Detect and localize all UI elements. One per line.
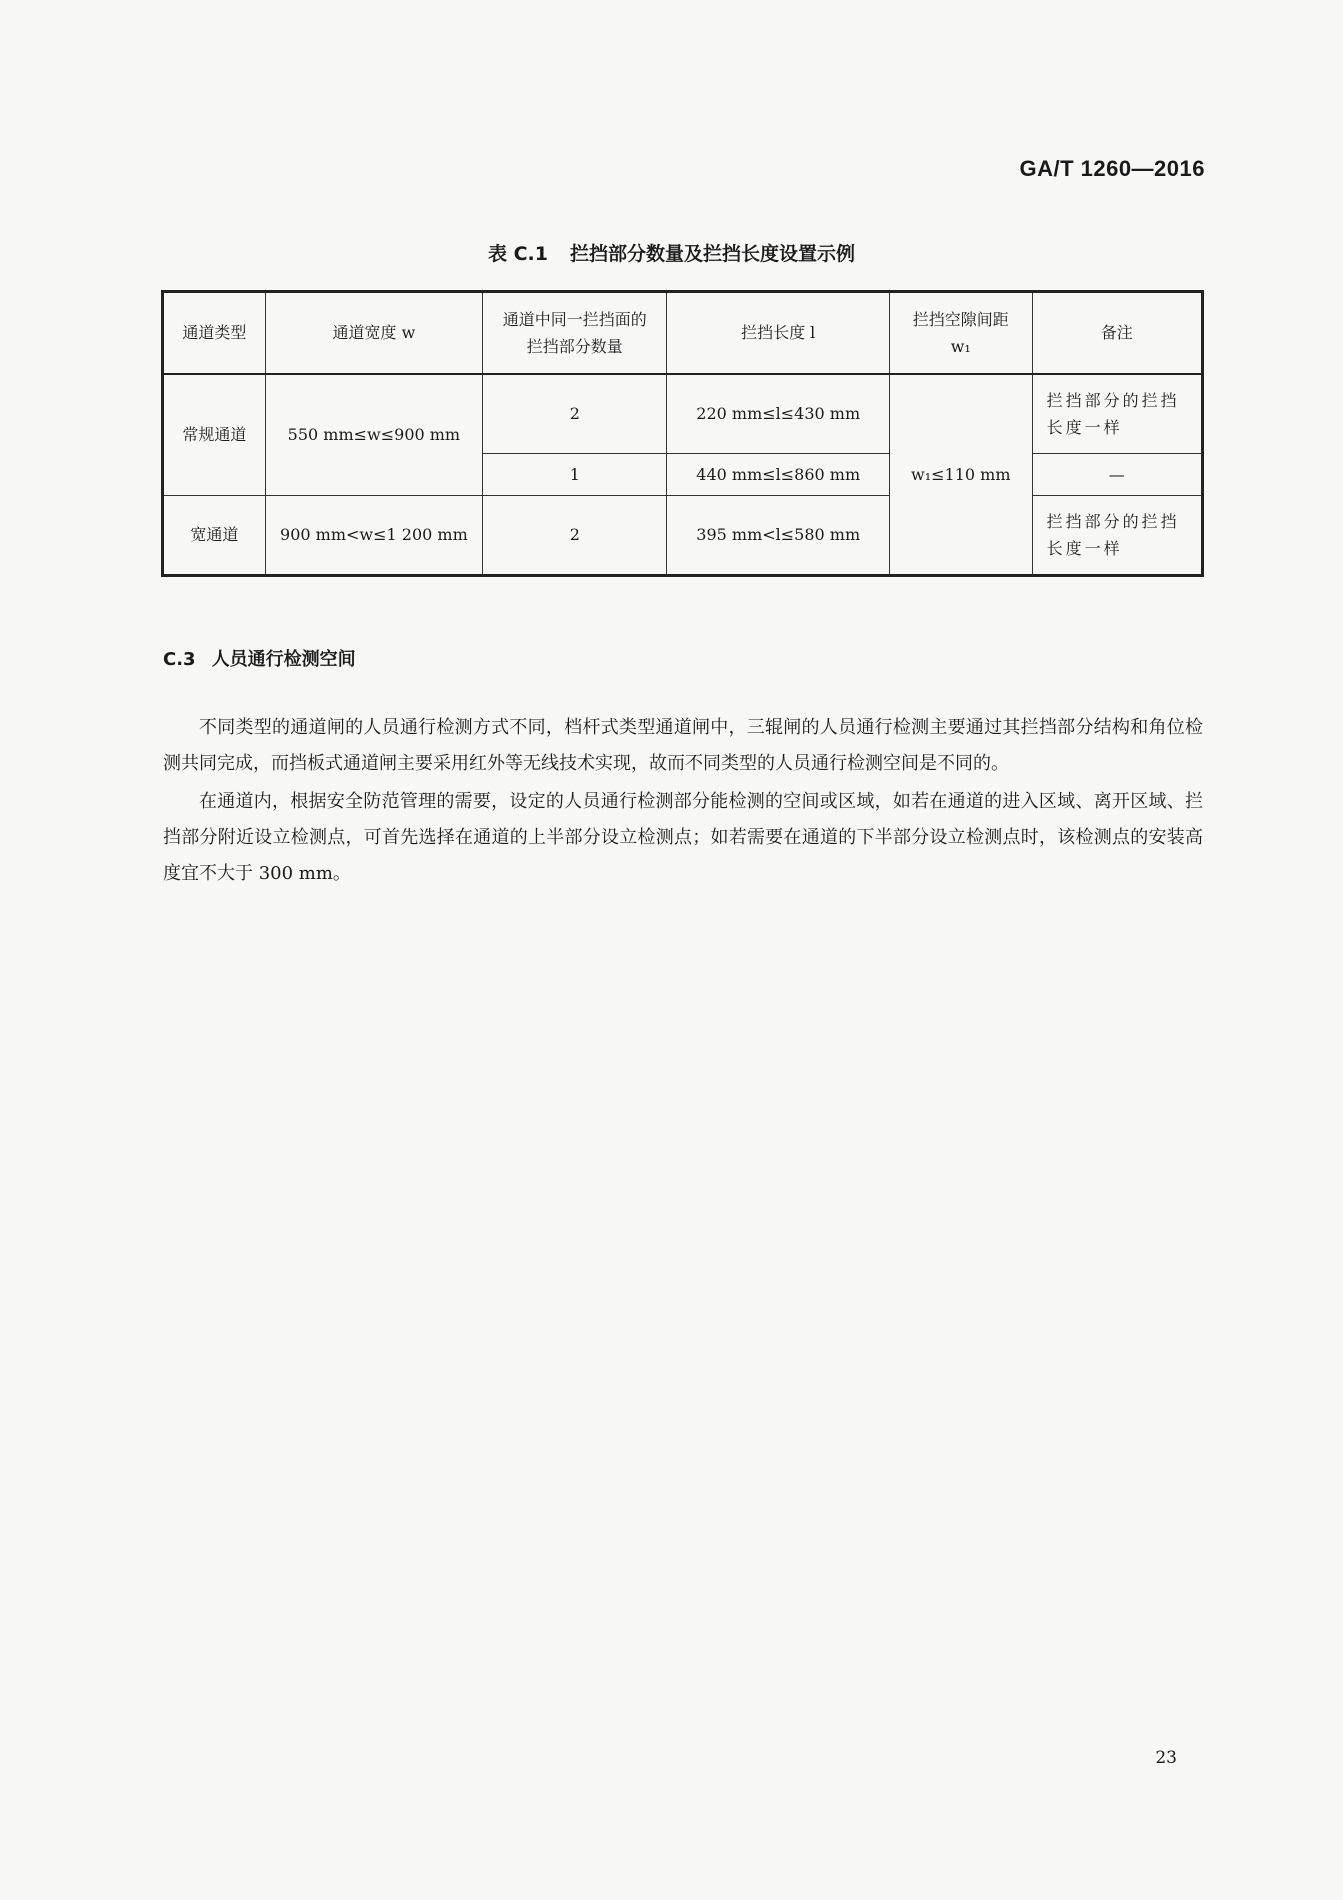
table-header-row	[163, 292, 1203, 374]
table-title: 拦挡部分数量及拦挡长度设置示例	[569, 243, 855, 265]
cell-barrier-count: 2	[483, 374, 667, 454]
cell-remark: 拦挡部分的拦挡长度一样	[1032, 374, 1202, 454]
header-gap-distance: 拦挡空隙间距 w₁	[889, 292, 1032, 374]
cell-remark: 拦挡部分的拦挡长度一样	[1032, 496, 1202, 576]
cell-remark: —	[1032, 454, 1202, 496]
section-number: C.3	[163, 649, 196, 670]
paragraph: 在通道内，根据安全防范管理的需要，设定的人员通行检测部分能检测的空间或区域，如若在通道的进入区域、离开区域、拦挡部分附近设立检测点，可首先选择在通道的上半部分设立检测点；如若需要在通道的下半部分设立检测点时，该检测点的安装高度宜不大于 300 mm。	[163, 791, 1203, 884]
table-row	[163, 374, 1203, 454]
paragraph: 不同类型的通道闸的人员通行检测方式不同，档杆式类型通道闸中，三辊闸的人员通行检测主要通过其拦挡部分结构和角位检测共同完成，而挡板式通道闸主要采用红外等无线技术实现，故而不同类型的人员通行检测空间是不同的。	[163, 717, 1203, 774]
section-heading	[163, 645, 356, 671]
cell-gap-distance: w₁≤110 mm	[889, 374, 1032, 576]
cell-barrier-length: 440 mm≤l≤860 mm	[667, 454, 889, 496]
cell-barrier-length: 395 mm<l≤580 mm	[667, 496, 889, 576]
cell-channel-width: 550 mm≤w≤900 mm	[265, 374, 483, 496]
header-channel-type: 通道类型	[163, 292, 266, 374]
section-title: 人员通行检测空间	[211, 649, 356, 670]
page-number: 23	[1155, 1748, 1177, 1768]
header-barrier-count: 通道中同一拦挡面的拦挡部分数量	[483, 292, 667, 374]
header-barrier-length: 拦挡长度 l	[667, 292, 889, 374]
section-body	[163, 710, 1203, 894]
header-remark: 备注	[1032, 292, 1202, 374]
header-channel-width: 通道宽度 w	[265, 292, 483, 374]
table-caption	[0, 239, 1343, 266]
cell-barrier-count: 1	[483, 454, 667, 496]
spec-table	[161, 290, 1204, 577]
standard-code: GA/T 1260—2016	[1019, 156, 1205, 181]
table-number: 表 C.1	[487, 243, 548, 265]
cell-channel-width: 900 mm<w≤1 200 mm	[265, 496, 483, 576]
table-row	[163, 496, 1203, 576]
cell-channel-type: 宽通道	[163, 496, 266, 576]
cell-barrier-count: 2	[483, 496, 667, 576]
cell-barrier-length: 220 mm≤l≤430 mm	[667, 374, 889, 454]
cell-channel-type: 常规通道	[163, 374, 266, 496]
